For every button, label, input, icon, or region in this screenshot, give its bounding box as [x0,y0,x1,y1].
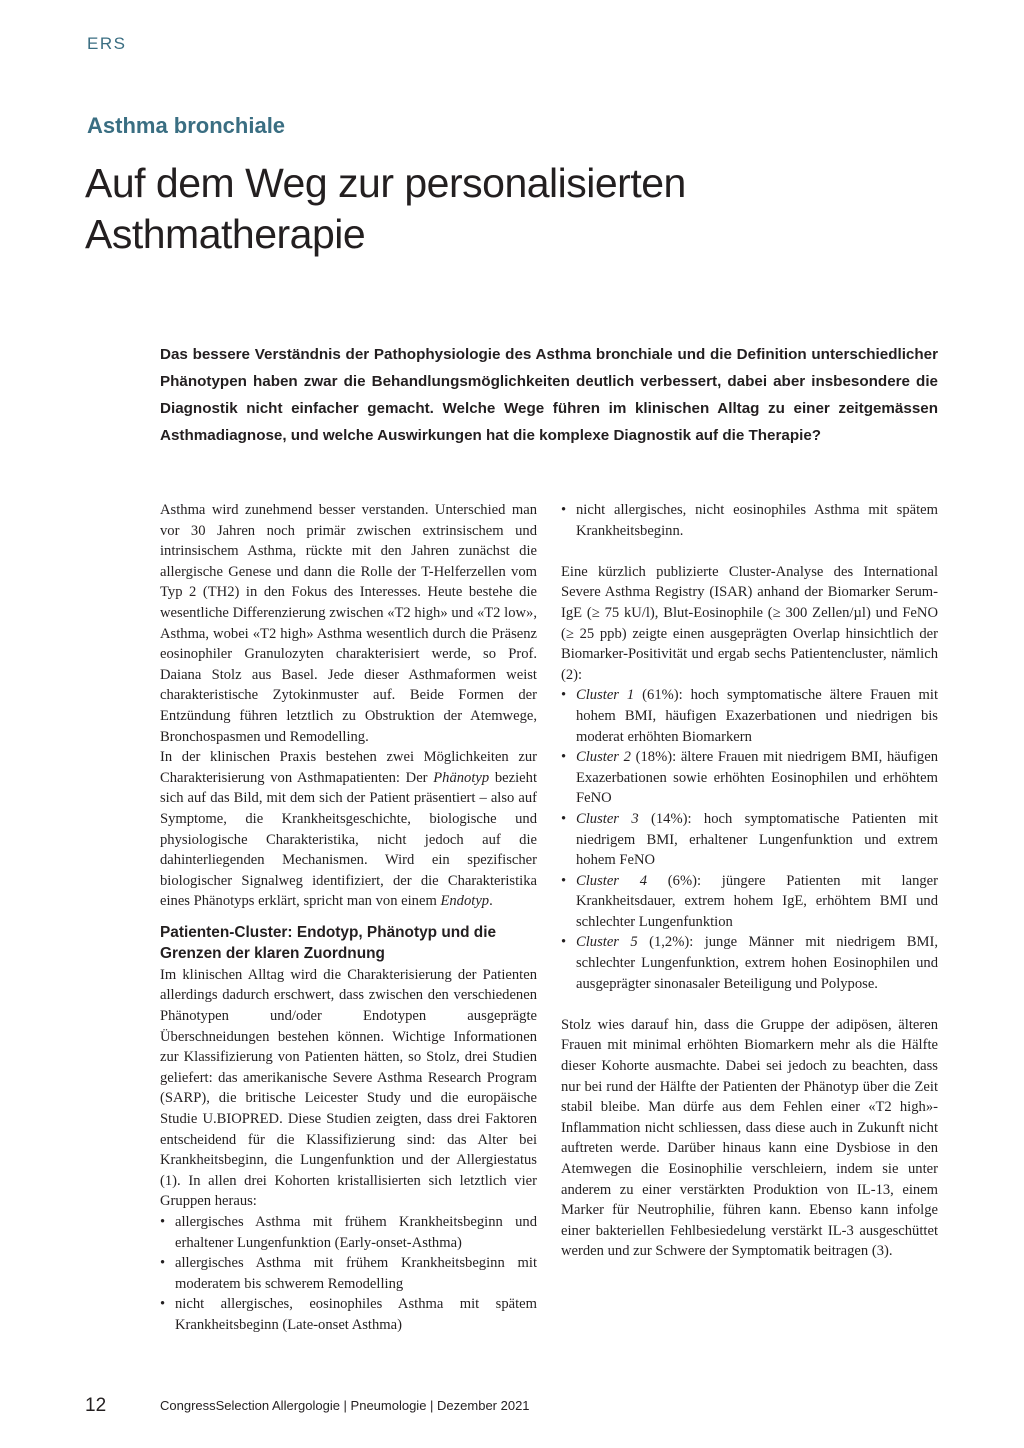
cluster-name: Cluster 1 [576,687,635,704]
paragraph-stolz-comment: Stolz wies darauf hin, dass die Gruppe der adipösen, älteren Frauen mit minimal erhöhten Biomarkern mehr als die Hälfte dieser Kohorte ausmachte. Dabei sei jedoch zu beachten, dass nur bei rund der Hälfte der Patienten der Phänotyp über die Zeit stabil bleibe. Man dürfe aus dem Fehlen einer «T2 high»-Inflammation nicht schliessen, dass diese auch in Zukunft nicht auftreten werde. Darüber hinaus kann eine Dysbiose in den Atemwegen die Eosinophilie verschleiern, indem sie unter anderem zu einer verstärkten Produktion von IL-13, einem Marker für Neutrophilie, führen kann. Ebenso kann infolge einer bakteriellen Fehlbesiedelung verstärkt IL-3 ausgeschüttet werden und zur Schwere der Symptomatik beitragen (3). [561,1016,938,1260]
list-item [160,1253,537,1294]
list-item-text: allergisches Asthma mit frühem Krankheitsbeginn mit moderatem bis schwerem Remodelling [175,1255,537,1292]
cluster-item [561,809,938,871]
bullet-icon: • [160,1255,166,1272]
cluster-item [561,871,938,933]
bullet-icon: • [561,687,567,704]
article-headline: Auf dem Weg zur personalisierten Asthmatherapie [85,160,686,257]
list-item-text: nicht allergisches, nicht eosinophiles Asthma mit spätem Krankheitsbeginn. [576,502,938,539]
list-item [160,1212,537,1253]
cluster-text: (18%): ältere Frauen mit niedrigem BMI, häufigen Exazerbationen sowie erhöhten Eosinophilen und erhöhtem FeNO [576,749,938,807]
bullet-icon: • [561,749,567,766]
paragraph-classification: Im klinischen Alltag wird die Charakterisierung der Patienten allerdings dadurch erschwert, dass zwischen den verschiedenen Phänotypen und/oder Endotypen ausgeprägte Überschneidungen bestehen können. Wichtige Informationen zur Klassifizierung von Patienten hätten, so Stolz, drei Studien geliefert: das amerikanische Severe Asthma Research Program (SARP), die britische Leicester Study und die europäische Studie U.BIOPRED. Diese Studien zeigten, dass drei Faktoren entscheidend für die Klassifizierung sind: das Alter bei Krankheitsbeginn, die Lungenfunktion und der Allergiestatus (1). In allen drei Kohorten kristallisierten sich letztlich vier Gruppen heraus: [160,966,537,1210]
section-tag: ERS [87,34,127,53]
cluster-list [561,685,938,994]
cluster-text: (61%): hoch symptomatische ältere Frauen mit hohem BMI, häufigen Exazerbationen und niedrigen bis moderat erhöhten Biomarkern [576,687,939,745]
text-run: . [489,893,493,910]
cluster-name: Cluster 2 [576,749,631,766]
paragraph-phenotype [160,747,537,912]
list-item [561,500,938,541]
publication-footer: CongressSelection Allergologie | Pneumologie | Dezember 2021 [160,1398,530,1413]
cluster-name: Cluster 3 [576,810,639,827]
text-run: bezieht sich auf das Bild, mit dem sich der Patient präsentiert – also auf Symptome, die Krankheitsgeschichte, biologische und physiologische Charakteristika, nicht jedoch auf die dahinterliegenden Mechanismen. Wird ein spezifischer biologischer Signalweg identifiziert, der die Charakteristika eines Phänotyps erklärt, spricht man von einem [160,769,537,910]
cluster-text: (6%): jüngere Patienten mit langer Krankheitsdauer, extrem hohem IgE, erhöhtem BMI und schlechter Lungenfunktion [576,872,938,930]
bullet-icon: • [160,1214,166,1230]
left-column [160,500,537,1336]
cluster-item [561,932,938,994]
list-item [160,1294,537,1335]
right-column [561,500,938,1262]
cluster-name: Cluster 5 [576,934,638,951]
list-item-text: allergisches Asthma mit frühem Krankheitsbeginn und erhaltener Lungenfunktion (Early-onset-Asthma) [175,1214,537,1251]
bullet-icon: • [561,502,567,518]
cluster-text: (14%): hoch symptomatische Patienten mit niedrigem BMI, erhaltener Lungenfunktion und extrem hohem FeNO [576,810,939,869]
cluster-name: Cluster 4 [576,872,648,889]
group-list-continued [561,500,938,541]
cluster-item [561,685,938,747]
paragraph-intro: Asthma wird zunehmend besser verstanden. Unterschied man vor 30 Jahren noch primär zwischen extrinsischem und intrinsischem Asthma, rückte mit den Jahren zunächst die allergische Genese und dann die Rolle der T-Helferzellen vom Typ 2 (TH2) in den Fokus des Interesses. Heute bestehe die wesentliche Differenzierung zwischen «T2 high» und «T2 low», Asthma, wobei «T2 high» Asthma wesentlich durch die Präsenz eosinophiler Granulozyten charakterisiert werde, so Prof. Daiana Stolz aus Basel. Jede dieser Asthmaformen weist charakteristische Zytokinmuster auf. Beide Formen der Entzündung führen letztlich zu Obstruktion der Atemwege, Bronchospasmen und Remodelling. [160,502,537,745]
paragraph-isar-analysis: Eine kürzlich publizierte Cluster-Analyse des International Severe Asthma Registry (ISAR) anhand der Biomarker Serum-IgE (≥ 75 kU/l), Blut-Eosinophile (≥ 300 Zellen/µl) und FeNO (≥ 25 ppb) zeigte einen ausgeprägten Overlap hinsichtlich der Biomarker-Positivität und ergab sechs Patientencluster, nämlich (2): [561,563,938,683]
subheading-patienten-cluster: Patienten-Cluster: Endotyp, Phänotyp und die Grenzen der klaren Zuordnung [160,923,497,962]
term-phenotyp: Phänotyp [433,769,490,786]
list-item-text: nicht allergisches, eosinophiles Asthma mit spätem Krankheitsbeginn (Late-onset Asthma) [175,1296,537,1333]
bullet-icon: • [160,1296,166,1313]
term-endotyp: Endotyp [440,893,490,910]
cluster-item [561,747,938,809]
article-kicker: Asthma bronchiale [87,113,286,138]
article-lead: Das bessere Verständnis der Pathophysiologie des Asthma bronchiale und die Definition unterschiedlicher Phänotypen haben zwar die Behandlungsmöglichkeiten deutlich verbessert, dabei aber insbesondere die Diagnostik nicht einfacher gemacht. Welche Wege führen im klinischen Alltag zu einer zeitgemässen Asthmadiagnose, und welche Auswirkungen hat die komplexe Diagnostik auf die Therapie? [160,346,938,444]
bullet-icon: • [561,810,567,827]
text-run: In der klinischen Praxis bestehen zwei Möglichkeiten zur Charakterisierung von Asthmapatienten: Der [160,749,537,786]
group-list [160,1212,537,1336]
page-number: 12 [85,1395,107,1416]
cluster-text: (1,2%): junge Männer mit niedrigem BMI, schlechter Lungenfunktion, extrem hohen Eosinophilen und ausgeprägter sinonasaler Beteiligung und Polypose. [576,934,938,992]
bullet-icon: • [561,872,567,889]
bullet-icon: • [561,934,567,951]
